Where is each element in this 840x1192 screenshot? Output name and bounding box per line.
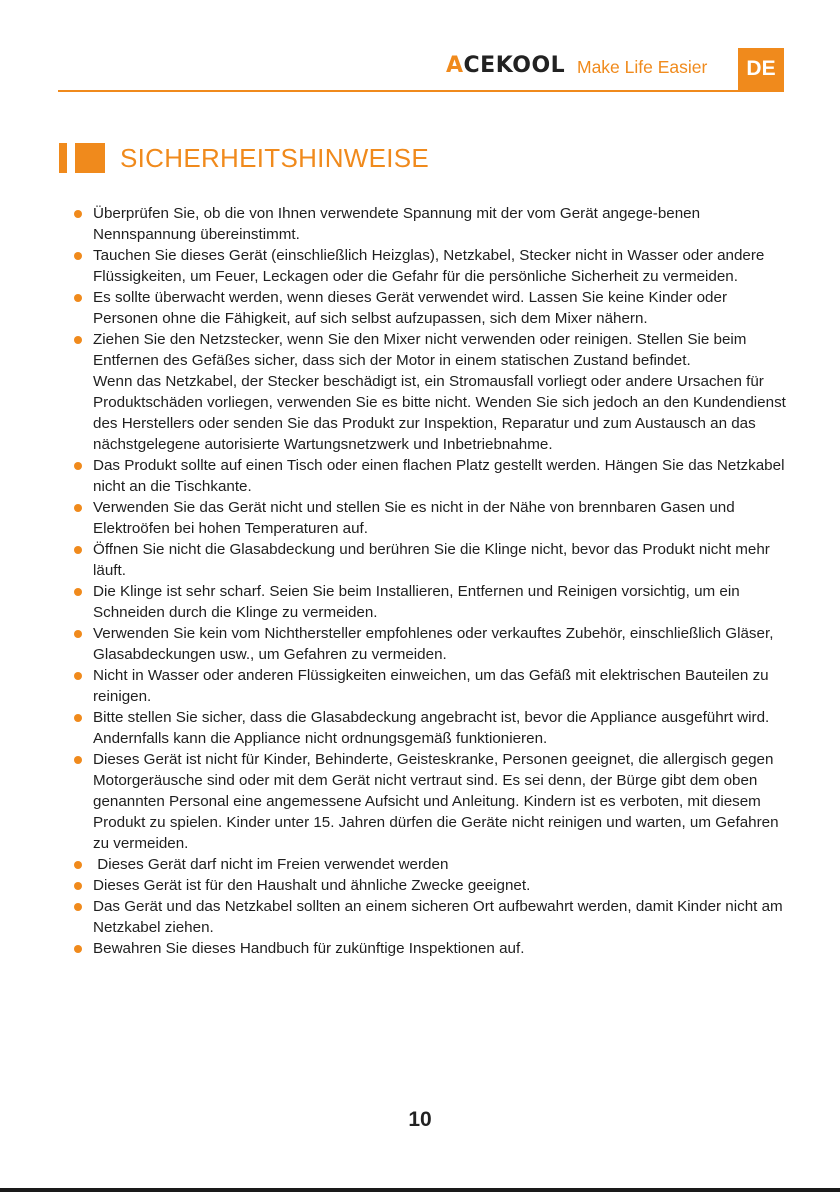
brand-logo-text: CEKOOL [463,53,566,78]
list-item [74,455,786,497]
list-item [74,287,786,329]
list-item-text: Wenn das Netzkabel, der Stecker beschädigt ist, ein Stromausfall vorliegt oder andere Ursachen für Produktschäden vorliegen, verwenden Sie es bitte nicht. Wenden Sie sich jedoch an den Kundendienst des Herstellers oder senden Sie das Produkt zur Inspektion, Reparatur und zum Austausch an das nächstgelegene autorisierte Wartungsnetzwerk und Inbetriebnahme. [93,373,786,453]
bullet-icon [74,714,82,722]
list-item [74,875,786,896]
list-item-text: Das Produkt sollte auf einen Tisch oder einen flachen Platz gestellt werden. Hängen Sie das Netzkabel nicht an die Tischkante. [93,457,785,495]
bullet-icon [74,630,82,638]
list-item [74,749,786,854]
list-item-text: Dieses Gerät ist nicht für Kinder, Behinderte, Geisteskranke, Personen geeignet, die allergisch gegen Motorgeräusche sind oder mit dem Gerät nicht vertraut sind. Es sei denn, der Bürge gibt dem oben genannten Personal eine angemessene Aufsicht und Anleitung. Kindern ist es verboten, mit diesem Produkt zu spielen. Kinder unter 15. Jahren dürfen die Geräte nicht reinigen und warten, um Gefahren zu vermeiden. [93,751,779,852]
list-item [74,245,786,287]
page-number: 10 [408,1108,432,1131]
list-item-text: Das Gerät und das Netzkabel sollten an einem sicheren Ort aufbewahrt werden, damit Kinder nicht am Netzkabel ziehen. [93,898,783,936]
list-item [74,581,786,623]
list-item [74,707,786,749]
brand-logo-accent: A [446,53,464,78]
bullet-icon [74,294,82,302]
list-item-text: Dieses Gerät ist für den Haushalt und ähnliche Zwecke geeignet. [93,877,531,894]
bullet-icon [74,945,82,953]
list-item-text: Tauchen Sie dieses Gerät (einschließlich Heizglas), Netzkabel, Stecker nicht in Wasser oder andere Flüssigkeiten, um Feuer, Leckagen oder die Gefahr für die persönliche Sicherheit zu vermeiden. [93,247,765,285]
list-item-text: Dieses Gerät darf nicht im Freien verwendet werden [93,856,449,873]
bullet-icon [74,336,82,344]
bullet-icon [74,903,82,911]
list-item [74,854,786,875]
bullet-icon [74,672,82,680]
list-item [74,539,786,581]
bullet-icon [74,210,82,218]
list-item [74,938,786,959]
bullet-icon [74,861,82,869]
list-item-text: Verwenden Sie das Gerät nicht und stellen Sie es nicht in der Nähe von brennbaren Gasen und Elektroöfen bei hohen Temperaturen auf. [93,499,735,537]
brand-logo [446,50,565,82]
bullet-icon [74,546,82,554]
list-item-continuation [74,371,786,455]
brand-tagline: Make Life Easier [577,57,708,77]
bottom-border [0,1188,840,1192]
bullet-icon [74,756,82,764]
section-title: SICHERHEITSHINWEISE [120,143,430,173]
bullet-icon [74,252,82,260]
language-badge: DE [738,48,784,90]
list-item-text: Überprüfen Sie, ob die von Ihnen verwendete Spannung mit der vom Gerät angege-benen Nennspannung übereinstimmt. [93,205,701,243]
page-header [0,0,840,92]
list-item-text: Öffnen Sie nicht die Glasabdeckung und berühren Sie die Klinge nicht, bevor das Produkt nicht mehr läuft. [93,541,770,579]
section-marker-icon-large [75,143,105,173]
header-divider [58,90,784,92]
list-item [74,623,786,665]
list-item-text: Bewahren Sie dieses Handbuch für zukünftige Inspektionen auf. [93,940,525,957]
safety-instructions-list [74,203,786,959]
list-item [74,497,786,539]
list-item [74,329,786,371]
list-item [74,665,786,707]
list-item-text: Es sollte überwacht werden, wenn dieses Gerät verwendet wird. Lassen Sie keine Kinder oder Personen ohne die Fähigkeit, auf sich selbst aufzupassen, sich dem Mixer nähern. [93,289,727,327]
bullet-icon [74,462,82,470]
list-item-text: Die Klinge ist sehr scharf. Seien Sie beim Installieren, Entfernen und Reinigen vorsichtig, um ein Schneiden durch die Klinge zu vermeiden. [93,583,740,621]
list-item-text: Verwenden Sie kein vom Nichthersteller empfohlenes oder verkauftes Zubehör, einschließlich Gläser, Glasabdeckungen usw., um Gefahren zu vermeiden. [93,625,774,663]
section-marker-icon-small [59,143,67,173]
list-item [74,896,786,938]
list-item-text: Nicht in Wasser oder anderen Flüssigkeiten einweichen, um das Gefäß mit elektrischen Bauteilen zu reinigen. [93,667,769,705]
list-item [74,203,786,245]
bullet-icon [74,588,82,596]
list-item-text: Bitte stellen Sie sicher, dass die Glasabdeckung angebracht ist, bevor die Appliance ausgeführt wird. Andernfalls kann die Appliance nicht ordnungsgemäß funktionieren. [93,709,770,747]
bullet-icon [74,504,82,512]
bullet-icon [74,882,82,890]
list-item-text: Ziehen Sie den Netzstecker, wenn Sie den Mixer nicht verwenden oder reinigen. Stellen Sie beim Entfernen des Gefäßes sicher, dass sich der Motor in einem statischen Zustand befindet. [93,331,747,369]
